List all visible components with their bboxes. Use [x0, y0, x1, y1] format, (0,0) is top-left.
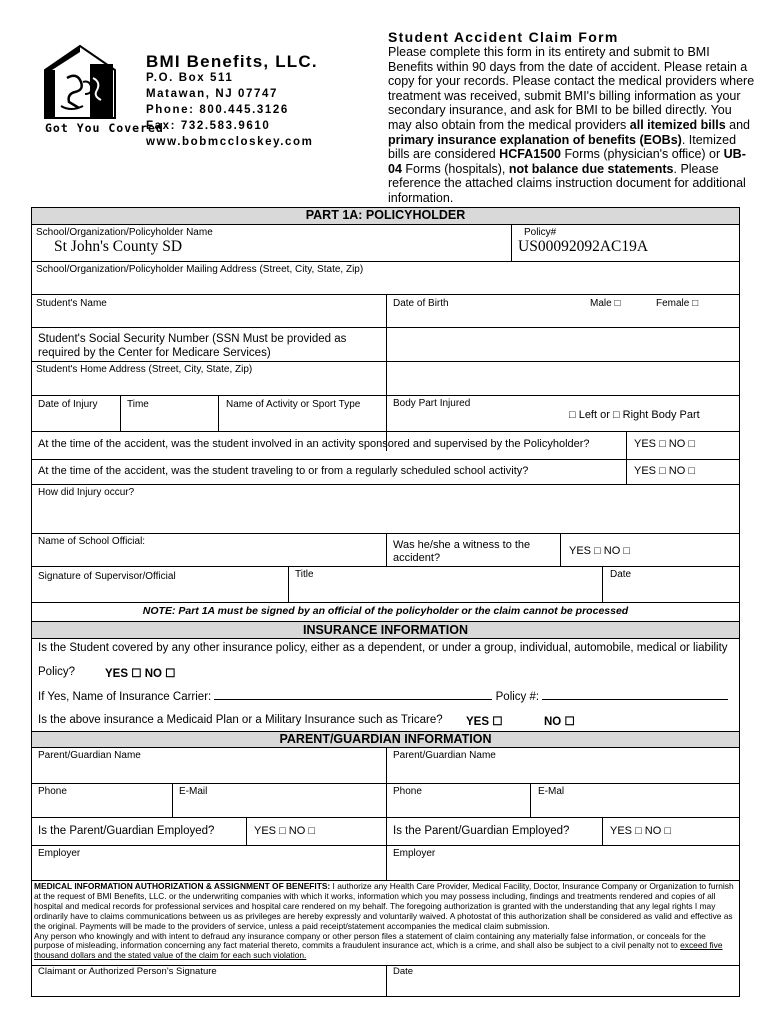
employer-label-1: Employer — [38, 848, 81, 859]
how-injury-label: How did Injury occur? — [38, 487, 135, 498]
intro-paragraph: Please complete this form in its entirety and submit to BMI Benefits within 90 days from the date of accident. Please retain a copy for your records. Please contact the medical providers where treatment was received, submit BMI's billing information as your secondary insurance, and ask for BMI to be billed directly. You may also obtain from the medical providers all itemized bills and primary insurance explanation of benefits (EOBs). Itemized bills are considered HCFA1500 Forms (physician's office) or UB-04 Forms (hospitals), not balance due statements. Please reference the attached claims instruction document for additional information. — [388, 45, 755, 205]
employed-question-1: Is the Parent/Guardian Employed? — [38, 825, 215, 837]
policy-word: Policy? — [38, 666, 76, 678]
male-checkbox[interactable]: Male □ — [590, 298, 621, 309]
policy-number-field[interactable]: US00092092AC19A — [518, 238, 649, 255]
medicaid-yes[interactable]: YES ☐ — [466, 716, 503, 728]
left-right-checkbox[interactable]: □ Left or □ Right Body Part — [569, 409, 700, 421]
policy-num-field[interactable] — [542, 690, 728, 700]
parent-name-label-2: Parent/Guardian Name — [393, 750, 496, 761]
witness-yes-no[interactable]: YES □ NO □ — [569, 545, 630, 557]
dob-label: Date of Birth — [393, 298, 449, 309]
form-title: Student Accident Claim Form — [388, 29, 619, 45]
part1a-header: PART 1A: POLICYHOLDER — [32, 208, 739, 225]
company-website: www.bobmccloskey.com — [146, 136, 314, 148]
authorization-text: MEDICAL INFORMATION AUTHORIZATION & ASSIGNMENT OF BENEFITS: I authorize any Health Care Provider, Medical Facility, Doctor, Insurance Company or Organization to furnish at the request of BMI Benefits, LLC. or the underwriting companies with which it works, information which you may possess including, findings and treatments rendered and copies of all hospital and medical records for professional services and hospital care rendered on my behalf. The foregoing authorization is granted with the understanding that any legal rights I may ordinarily have to claims communications between us as privileges are hereby expressly and voluntarily waived. A photostat of this authorization shall be considered as valid and effective as the original. Payments will be made to the providers of service, unless a paid receipt/statement accompanies the medical claim submission. Any person who knowingly and with intent to defraud any insurance company or other person files a statement of claim containing any materially false information, or conceals for the purpose of misleading, information concerning any fact material thereto, commits a fraudulent insurance act, which is a crime, and shall also be subject to a civil penalty not to exceed five thousand dollars and the stated value of the claim for each such violation. — [34, 881, 734, 961]
medicaid-no[interactable]: NO ☐ — [544, 716, 575, 728]
employed-yes-no-1[interactable]: YES □ NO □ — [254, 825, 315, 837]
school-official-label: Name of School Official: — [38, 536, 146, 547]
mailing-address-field[interactable] — [32, 261, 738, 294]
supervisor-signature-label: Signature of Supervisor/Official — [38, 571, 176, 582]
logo-text: Got You Covered — [45, 121, 164, 135]
employed-yes-no-2[interactable]: YES □ NO □ — [610, 825, 671, 837]
witness-question: Was he/she a witness to the accident? — [393, 539, 531, 564]
part1a-note: NOTE: Part 1A must be signed by an official of the policyholder or the claim cannot be processed — [142, 605, 629, 617]
email-label-1: E-Mail — [179, 786, 208, 797]
parent-header: PARENT/GUARDIAN INFORMATION — [32, 731, 739, 748]
body-part-label: Body Part Injured — [393, 398, 471, 409]
activity-label: Name of Activity or Sport Type — [226, 399, 361, 410]
phone-label-2: Phone — [393, 786, 422, 797]
sponsored-yes-no[interactable]: YES □ NO □ — [634, 438, 695, 450]
travel-question: At the time of the accident, was the student traveling to or from a regularly scheduled school activity? — [38, 465, 529, 477]
mailing-address-label: School/Organization/Policyholder Mailing Address (Street, City, State, Zip) — [36, 264, 364, 275]
title-label: Title — [295, 569, 314, 580]
ssn-label: Student's Social Security Number (SSN Must be provided as required by the Center for Medicare Services) — [38, 333, 347, 359]
sponsored-question: At the time of the accident, was the student involved in an activity sponsored and supervised by the Policyholder? — [38, 438, 590, 450]
claimant-signature-label: Claimant or Authorized Person's Signature — [38, 966, 217, 977]
time-label: Time — [127, 399, 149, 410]
covered-yes-no[interactable]: YES ☐ NO ☐ — [105, 668, 176, 680]
company-fax: Fax: 732.583.9610 — [146, 120, 271, 132]
covered-question: Is the Student covered by any other insurance policy, either as a dependent, or under a group, individual, automobile, medical or liability — [38, 642, 728, 654]
house-logo-icon — [43, 44, 164, 152]
company-logo — [43, 44, 164, 152]
date-of-injury-label: Date of Injury — [38, 399, 98, 410]
employed-question-2: Is the Parent/Guardian Employed? — [393, 825, 570, 837]
school-name-field[interactable]: St John's County SD — [54, 238, 183, 255]
policy-label: Policy# — [524, 227, 557, 238]
ssn-field[interactable] — [387, 327, 738, 361]
date-label: Date — [610, 569, 632, 580]
carrier-label: If Yes, Name of Insurance Carrier: Policy #: — [38, 690, 728, 703]
medicaid-question: Is the above insurance a Medicaid Plan or a Military Insurance such as Tricare? — [38, 714, 443, 726]
employer-label-2: Employer — [393, 848, 436, 859]
claim-form — [31, 207, 740, 997]
company-pobox: P.O. Box 511 — [146, 72, 234, 84]
company-city: Matawan, NJ 07747 — [146, 88, 279, 100]
claimant-date-label: Date — [393, 966, 414, 977]
phone-label-1: Phone — [38, 786, 67, 797]
company-name: BMI Benefits, LLC. — [146, 52, 318, 71]
travel-yes-no[interactable]: YES □ NO □ — [634, 465, 695, 477]
carrier-field[interactable] — [214, 690, 492, 700]
female-checkbox[interactable]: Female □ — [656, 298, 699, 309]
policy-num-label: Policy #: — [495, 691, 540, 703]
school-name-label: School/Organization/Policyholder Name — [36, 227, 213, 238]
home-address-label: Student's Home Address (Street, City, State, Zip) — [36, 364, 253, 375]
how-injury-field[interactable] — [32, 484, 738, 533]
email-label-2: E-Mal — [538, 786, 565, 797]
insurance-header: INSURANCE INFORMATION — [32, 621, 739, 639]
student-name-label: Student's Name — [36, 298, 107, 309]
parent-name-label-1: Parent/Guardian Name — [38, 750, 141, 761]
company-phone: Phone: 800.445.3126 — [146, 104, 289, 116]
